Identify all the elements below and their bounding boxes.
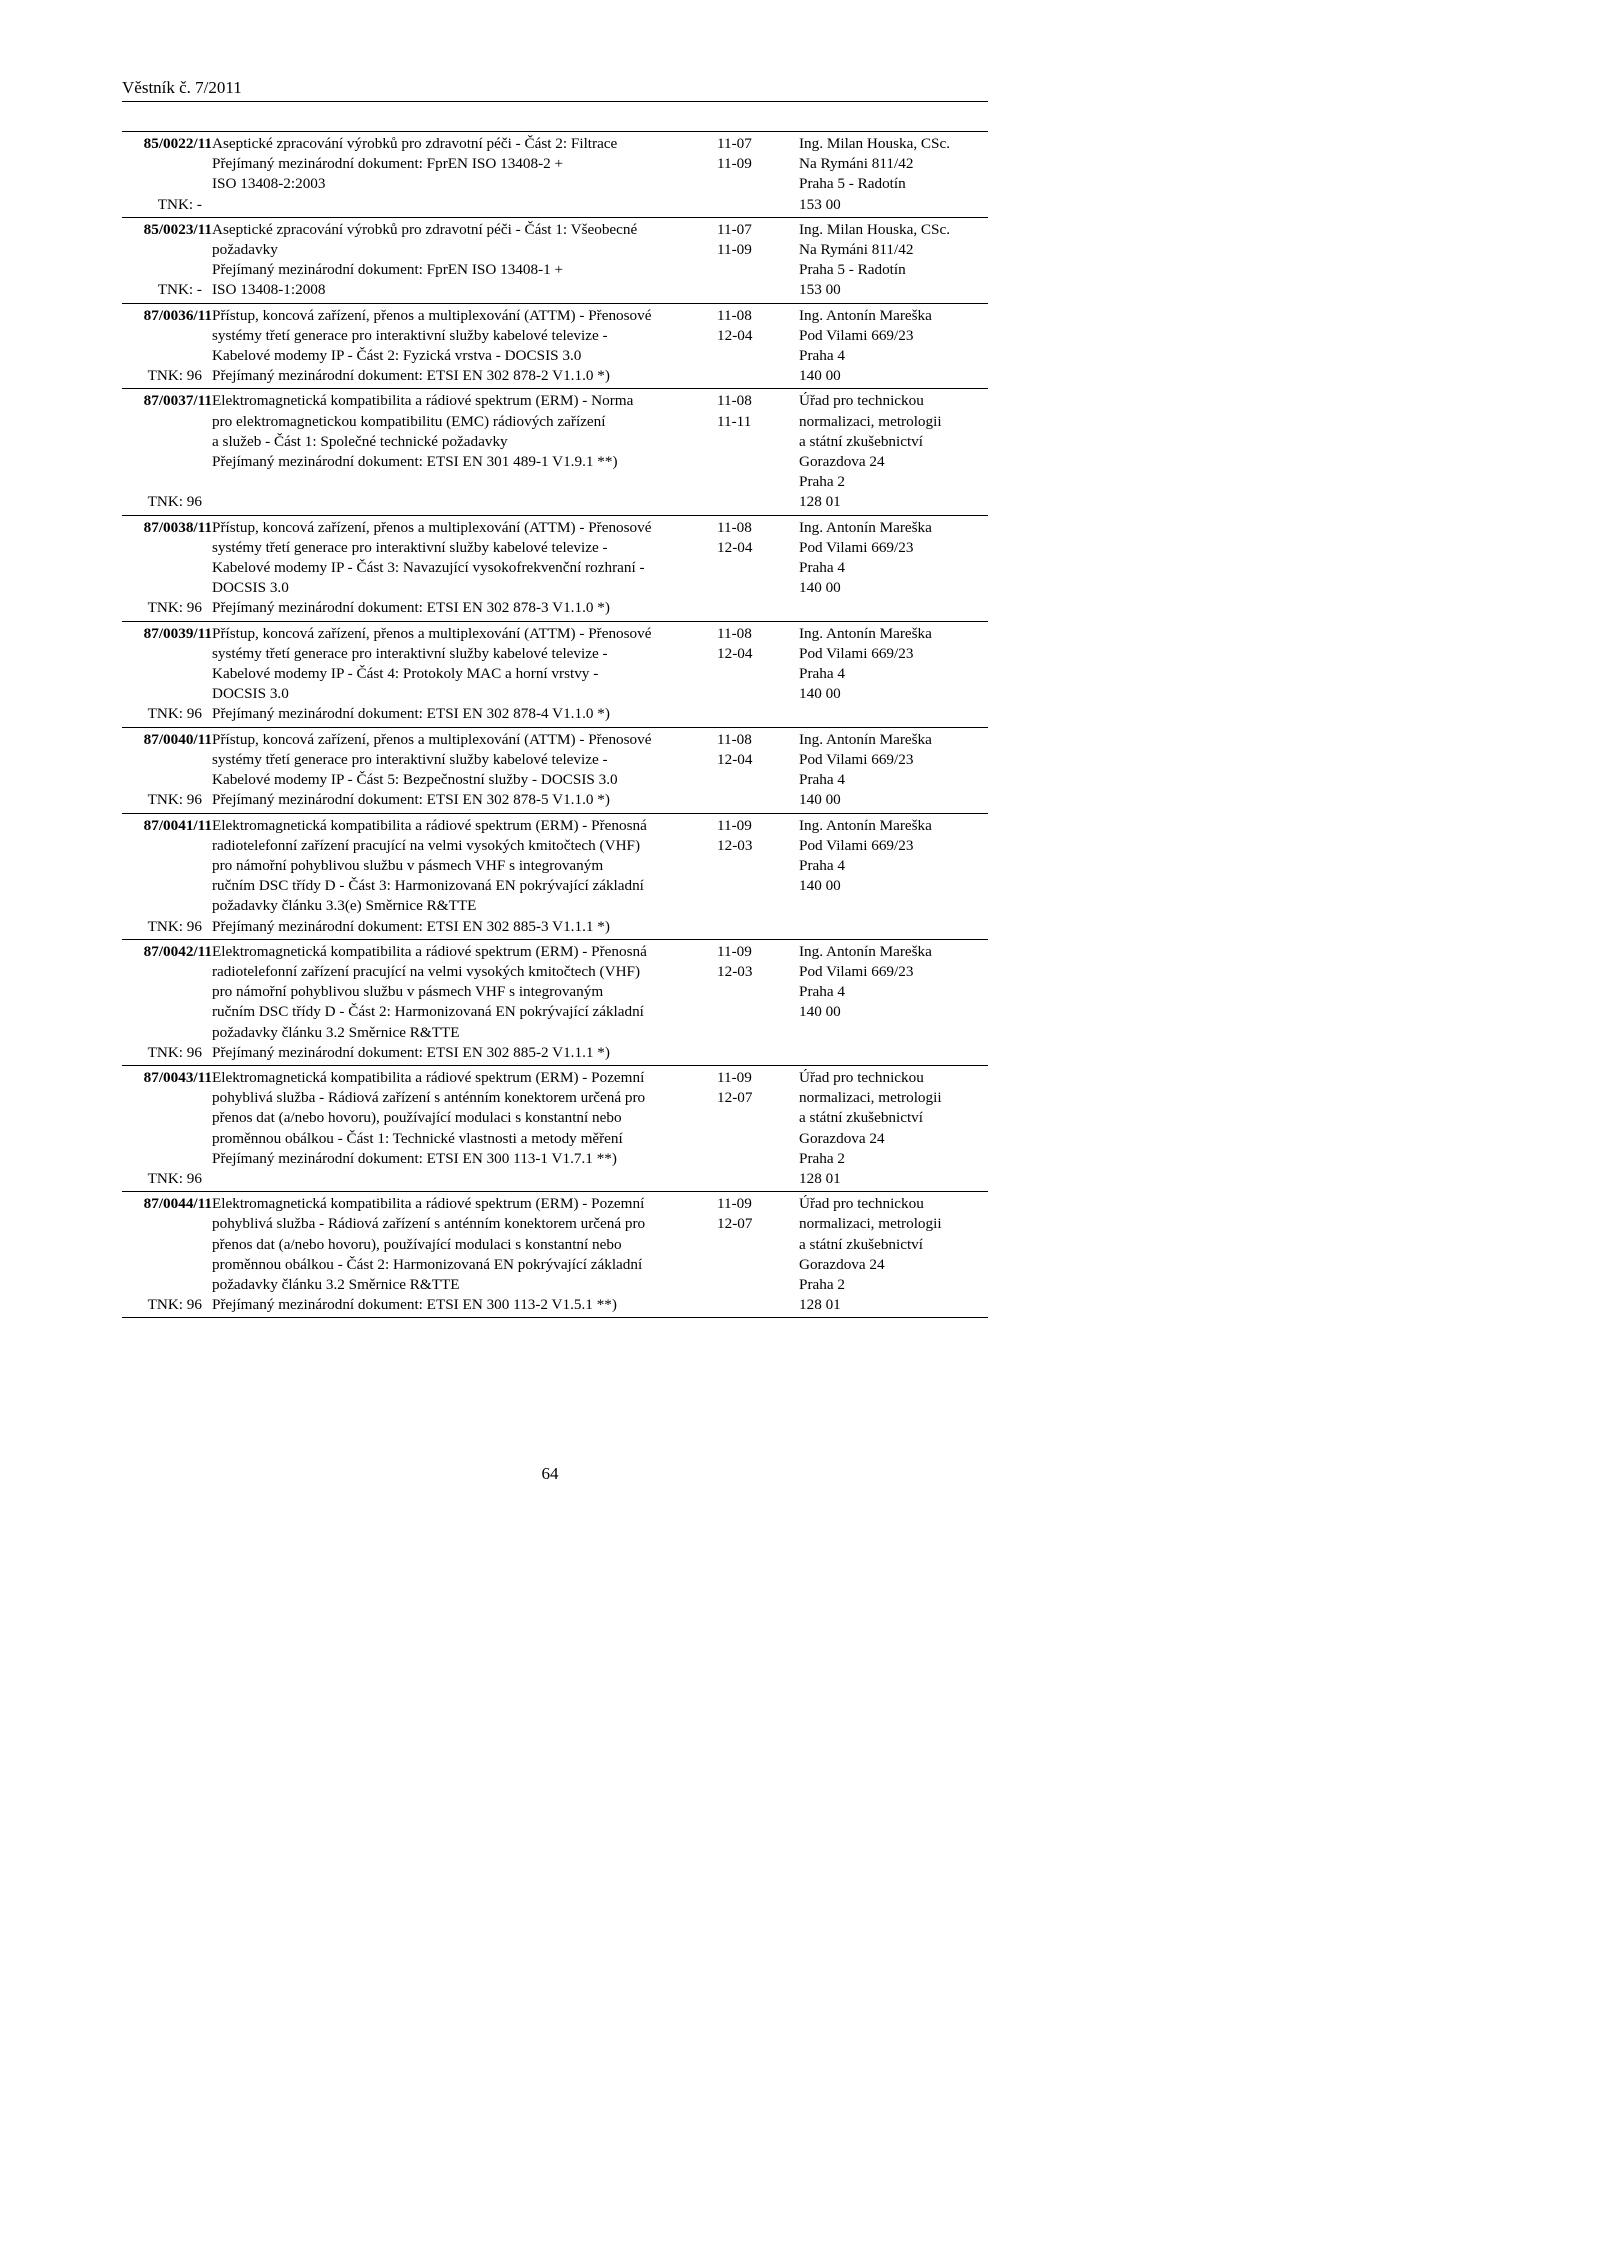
entry-dates-cell [717, 1192, 799, 1318]
entry-contact-line: Ing. Antonín Mareška [799, 816, 932, 834]
entry-date: 11-08 [717, 518, 752, 536]
table-row [122, 132, 988, 218]
entry-dates-cell [717, 132, 799, 218]
entry-id: 87/0042/11 [143, 942, 212, 960]
entry-title-line: Přístup, koncová zařízení, přenos a multiplexování (ATTM) - Přenosové [212, 306, 652, 324]
entry-tnk: TNK: 96 [147, 917, 202, 935]
entry-dates-cell [717, 515, 799, 621]
page-number: 64 [541, 1464, 559, 1483]
entry-title-line: požadavky článku 3.3(e) Směrnice R&TTE [212, 897, 477, 915]
entry-contact-line: Na Rymáni 811/42 [799, 155, 914, 173]
entry-id-cell [122, 217, 212, 303]
entry-title-cell [212, 303, 717, 389]
entry-contact-cell [799, 1065, 988, 1191]
entry-date: 11-09 [717, 942, 752, 960]
entry-contact-line: Na Rymáni 811/42 [799, 241, 914, 259]
entry-title-line: Elektromagnetická kompatibilita a rádiové spektrum (ERM) - Přenosná [212, 942, 647, 960]
entry-id-cell [122, 1065, 212, 1191]
entry-contact-cell [799, 303, 988, 389]
entry-title-line: DOCSIS 3.0 [212, 685, 289, 703]
entry-title-line: DOCSIS 3.0 [212, 579, 289, 597]
entry-title-line: systémy třetí generace pro interaktivní služby kabelové televize - [212, 538, 608, 556]
entry-title-line: Kabelové modemy IP - Část 5: Bezpečnostní služby - DOCSIS 3.0 [212, 771, 618, 789]
entry-id: 87/0040/11 [143, 730, 212, 748]
entry-contact-line: Pod Vilami 669/23 [799, 644, 914, 662]
entry-id-cell [122, 813, 212, 939]
entry-contact-line: Gorazdova 24 [799, 1255, 885, 1273]
entry-contact-line: Ing. Milan Houska, CSc. [799, 220, 951, 238]
entry-date: 12-04 [717, 644, 753, 662]
entry-contact-line: Praha 2 [799, 1275, 845, 1293]
header-divider [122, 101, 988, 102]
entry-date: 12-04 [717, 750, 753, 768]
entry-title-cell [212, 621, 717, 727]
entry-contact-line: Ing. Antonín Mareška [799, 730, 932, 748]
entry-contact-line: Praha 4 [799, 856, 845, 874]
entry-contact-line: Praha 4 [799, 983, 845, 1001]
entry-dates-cell [717, 389, 799, 515]
entry-contact-cell [799, 217, 988, 303]
entry-contact-cell [799, 515, 988, 621]
entry-title-line: pohyblivá služba - Rádiová zařízení s anténním konektorem určená pro [212, 1089, 646, 1107]
table-row [122, 217, 988, 303]
entry-date: 12-03 [717, 962, 753, 980]
table-row [122, 621, 988, 727]
entry-title-line: přenos dat (a/nebo hovoru), používající modulaci s konstantní nebo [212, 1109, 622, 1127]
entry-contact-line: Pod Vilami 669/23 [799, 836, 914, 854]
entry-dates-cell [717, 303, 799, 389]
entry-tnk: TNK: - [157, 281, 202, 299]
entry-contact-line: 128 01 [799, 1169, 841, 1187]
entry-title-line: proměnnou obálkou - Část 2: Harmonizovaná EN pokrývající základní [212, 1255, 643, 1273]
entry-tnk: TNK: 96 [147, 599, 202, 617]
entry-title-line: pro námořní pohyblivou službu v pásmech VHF s integrovaným [212, 983, 604, 1001]
table-row [122, 1192, 988, 1318]
entry-contact-cell [799, 389, 988, 515]
entry-title-line: Elektromagnetická kompatibilita a rádiové spektrum (ERM) - Pozemní [212, 1195, 645, 1213]
entry-title-line: Přejímaný mezinárodní dokument: ETSI EN 302 878-4 V1.1.0 *) [212, 705, 610, 723]
entry-contact-line: Praha 4 [799, 559, 845, 577]
entry-title-cell [212, 132, 717, 218]
entry-contact-line: Gorazdova 24 [799, 453, 885, 471]
entry-contact-line: Praha 5 - Radotín [799, 261, 906, 279]
entry-contact-line: Praha 4 [799, 771, 845, 789]
entry-id: 87/0036/11 [143, 306, 212, 324]
entry-contact-line: 128 01 [799, 493, 841, 511]
entry-contact-cell [799, 813, 988, 939]
entry-title-line: Přejímaný mezinárodní dokument: FprEN ISO 13408-2 + [212, 155, 564, 173]
entry-title-line: Přístup, koncová zařízení, přenos a multiplexování (ATTM) - Přenosové [212, 518, 652, 536]
table-row [122, 813, 988, 939]
entry-title-cell [212, 939, 717, 1065]
entry-title-line: ručním DSC třídy D - Část 3: Harmonizovaná EN pokrývající základní [212, 877, 644, 895]
entry-date: 11-07 [717, 220, 752, 238]
entry-contact-line: Pod Vilami 669/23 [799, 750, 914, 768]
entry-title-line: požadavky článku 3.2 Směrnice R&TTE [212, 1275, 460, 1293]
entry-title-line: Přejímaný mezinárodní dokument: ETSI EN 300 113-1 V1.7.1 **) [212, 1149, 617, 1167]
entry-title-line: pro námořní pohyblivou službu v pásmech VHF s integrovaným [212, 856, 604, 874]
entry-id-cell [122, 939, 212, 1065]
entry-date: 11-11 [717, 412, 752, 430]
entry-date: 11-08 [717, 392, 752, 410]
entry-contact-line: normalizaci, metrologii [799, 412, 942, 430]
entry-contact-line: 140 00 [799, 367, 841, 385]
entry-contact-line: Praha 2 [799, 473, 845, 491]
standards-table-body [122, 132, 988, 1318]
entry-title-line: Kabelové modemy IP - Část 4: Protokoly MAC a horní vrstvy - [212, 665, 599, 683]
entry-id-cell [122, 1192, 212, 1318]
entry-title-line: radiotelefonní zařízení pracující na velmi vysokých kmitočtech (VHF) [212, 962, 641, 980]
entry-title-line: pro elektromagnetickou kompatibilitu (EMC) rádiových zařízení [212, 412, 606, 430]
entry-title-line: ručním DSC třídy D - Část 2: Harmonizovaná EN pokrývající základní [212, 1003, 644, 1021]
entry-date: 12-07 [717, 1215, 753, 1233]
entry-title-line: proměnnou obálkou - Část 1: Technické vlastnosti a metody měření [212, 1129, 623, 1147]
entry-contact-line: Úřad pro technickou [799, 1195, 924, 1213]
entry-date: 11-09 [717, 241, 752, 259]
entry-tnk: TNK: 96 [147, 367, 202, 385]
entry-contact-line: Ing. Antonín Mareška [799, 624, 932, 642]
entry-dates-cell [717, 621, 799, 727]
entry-title-line: Kabelové modemy IP - Část 3: Navazující vysokofrekvenční rozhraní - [212, 559, 645, 577]
entry-title-line: systémy třetí generace pro interaktivní služby kabelové televize - [212, 326, 608, 344]
entry-id-cell [122, 303, 212, 389]
entry-contact-line: Ing. Antonín Mareška [799, 942, 932, 960]
entry-title-line: Přejímaný mezinárodní dokument: ETSI EN 302 885-3 V1.1.1 *) [212, 917, 610, 935]
entry-title-line: radiotelefonní zařízení pracující na velmi vysokých kmitočtech (VHF) [212, 836, 641, 854]
table-row [122, 727, 988, 813]
entry-title-line: Elektromagnetická kompatibilita a rádiové spektrum (ERM) - Přenosná [212, 816, 647, 834]
entry-contact-line: Pod Vilami 669/23 [799, 962, 914, 980]
entry-contact-line: Praha 2 [799, 1149, 845, 1167]
entry-date: 11-08 [717, 624, 752, 642]
entry-tnk: TNK: 96 [147, 1296, 202, 1314]
entry-date: 12-04 [717, 326, 753, 344]
entry-contact-line: 140 00 [799, 791, 841, 809]
entry-tnk: TNK: 96 [147, 1169, 202, 1187]
entry-date: 11-08 [717, 730, 752, 748]
entry-date: 11-09 [717, 1068, 752, 1086]
entry-title-line: Přejímaný mezinárodní dokument: ETSI EN 301 489-1 V1.9.1 **) [212, 453, 618, 471]
entry-contact-cell [799, 727, 988, 813]
entry-id: 85/0022/11 [143, 135, 212, 152]
entry-title-line: přenos dat (a/nebo hovoru), používající modulaci s konstantní nebo [212, 1235, 622, 1253]
entry-contact-cell [799, 1192, 988, 1318]
entry-title-cell [212, 389, 717, 515]
entry-dates-cell [717, 727, 799, 813]
entry-title-line: Přejímaný mezinárodní dokument: ETSI EN 302 878-5 V1.1.0 *) [212, 791, 610, 809]
entry-title-line: Elektromagnetická kompatibilita a rádiové spektrum (ERM) - Pozemní [212, 1068, 645, 1086]
table-row [122, 303, 988, 389]
entry-title-line: Přejímaný mezinárodní dokument: ETSI EN 302 878-2 V1.1.0 *) [212, 367, 610, 385]
entry-title-line: Přejímaný mezinárodní dokument: ETSI EN 302 878-3 V1.1.0 *) [212, 599, 610, 617]
entry-date: 12-07 [717, 1089, 753, 1107]
entry-title-line: Přejímaný mezinárodní dokument: FprEN ISO 13408-1 + [212, 261, 564, 279]
entry-id-cell [122, 515, 212, 621]
entry-tnk: TNK: 96 [147, 1043, 202, 1061]
entry-contact-line: normalizaci, metrologii [799, 1215, 942, 1233]
entry-contact-line: Úřad pro technickou [799, 392, 924, 410]
entry-contact-line: Praha 4 [799, 665, 845, 683]
entry-contact-line: 140 00 [799, 877, 841, 895]
entry-contact-cell [799, 939, 988, 1065]
entry-id-cell [122, 727, 212, 813]
table-row [122, 389, 988, 515]
entry-contact-line: a státní zkušebnictví [799, 1235, 923, 1253]
entry-title-line: požadavky článku 3.2 Směrnice R&TTE [212, 1023, 460, 1041]
entry-title-line: Přístup, koncová zařízení, přenos a multiplexování (ATTM) - Přenosové [212, 730, 652, 748]
entry-date: 11-09 [717, 1195, 752, 1213]
entry-contact-cell [799, 621, 988, 727]
entry-title-line: Přejímaný mezinárodní dokument: ETSI EN 300 113-2 V1.5.1 **) [212, 1296, 617, 1314]
entry-title-cell [212, 217, 717, 303]
entry-contact-line: Úřad pro technickou [799, 1068, 924, 1086]
entry-contact-line: Ing. Antonín Mareška [799, 518, 932, 536]
entry-contact-line: Pod Vilami 669/23 [799, 326, 914, 344]
entry-id-cell [122, 132, 212, 218]
entry-contact-line: a státní zkušebnictví [799, 1109, 923, 1127]
entry-contact-line: normalizaci, metrologii [799, 1089, 942, 1107]
entry-id: 87/0037/11 [143, 392, 212, 410]
entry-tnk: TNK: 96 [147, 705, 202, 723]
entry-id: 87/0041/11 [143, 816, 212, 834]
entry-contact-line: Pod Vilami 669/23 [799, 538, 914, 556]
standards-table [122, 131, 988, 1318]
entry-title-line: požadavky [212, 241, 278, 259]
entry-date: 12-03 [717, 836, 753, 854]
entry-contact-cell [799, 132, 988, 218]
entry-contact-line: Ing. Antonín Mareška [799, 306, 932, 324]
entry-title-line: Elektromagnetická kompatibilita a rádiové spektrum (ERM) - Norma [212, 392, 634, 410]
entry-title-cell [212, 1192, 717, 1318]
entry-title-cell [212, 1065, 717, 1191]
entry-tnk: TNK: 96 [147, 791, 202, 809]
entry-title-line: Kabelové modemy IP - Část 2: Fyzická vrstva - DOCSIS 3.0 [212, 347, 582, 365]
entry-dates-cell [717, 217, 799, 303]
entry-contact-line: 140 00 [799, 579, 841, 597]
entry-date: 11-08 [717, 306, 752, 324]
entry-id-cell [122, 621, 212, 727]
entry-title-line: a služeb - Část 1: Společné technické požadavky [212, 432, 508, 450]
entry-title-cell [212, 515, 717, 621]
entry-dates-cell [717, 939, 799, 1065]
entry-date: 11-09 [717, 816, 752, 834]
entry-id: 87/0044/11 [143, 1195, 212, 1213]
entry-id-cell [122, 389, 212, 515]
entry-date: 12-04 [717, 538, 753, 556]
entry-contact-line: Praha 4 [799, 347, 845, 365]
entry-contact-line: Ing. Milan Houska, CSc. [799, 135, 951, 152]
entry-id: 85/0023/11 [143, 220, 212, 238]
table-row [122, 515, 988, 621]
entry-id: 87/0039/11 [143, 624, 212, 642]
entry-contact-line: 140 00 [799, 685, 841, 703]
entry-contact-line: Praha 5 - Radotín [799, 175, 906, 193]
table-row [122, 1065, 988, 1191]
entry-contact-line: 153 00 [799, 281, 841, 299]
entry-contact-line: 153 00 [799, 195, 841, 213]
entry-dates-cell [717, 1065, 799, 1191]
entry-title-line: Aseptické zpracování výrobků pro zdravotní péči - Část 2: Filtrace [212, 135, 618, 152]
entry-contact-line: a státní zkušebnictví [799, 432, 923, 450]
table-row [122, 939, 988, 1065]
entry-id: 87/0043/11 [143, 1068, 212, 1086]
entry-title-line: Přejímaný mezinárodní dokument: ETSI EN 302 885-2 V1.1.1 *) [212, 1043, 610, 1061]
entry-title-line: ISO 13408-1:2008 [212, 281, 326, 299]
entry-title-line: systémy třetí generace pro interaktivní služby kabelové televize - [212, 644, 608, 662]
entry-title-line: systémy třetí generace pro interaktivní služby kabelové televize - [212, 750, 608, 768]
entry-contact-line: 140 00 [799, 1003, 841, 1021]
entry-title-cell [212, 727, 717, 813]
entry-dates-cell [717, 813, 799, 939]
entry-date: 11-07 [717, 135, 752, 152]
entry-tnk: TNK: - [157, 195, 202, 213]
entry-contact-line: Gorazdova 24 [799, 1129, 885, 1147]
entry-title-line: pohyblivá služba - Rádiová zařízení s anténním konektorem určená pro [212, 1215, 646, 1233]
entry-contact-line: 128 01 [799, 1296, 841, 1314]
entry-title-line: Přístup, koncová zařízení, přenos a multiplexování (ATTM) - Přenosové [212, 624, 652, 642]
entry-id: 87/0038/11 [143, 518, 212, 536]
entry-date: 11-09 [717, 155, 752, 173]
entry-title-line: Aseptické zpracování výrobků pro zdravotní péči - Část 1: Všeobecné [212, 220, 638, 238]
page-header-title: Věstník č. 7/2011 [122, 78, 242, 97]
entry-title-line: ISO 13408-2:2003 [212, 175, 326, 193]
entry-title-cell [212, 813, 717, 939]
entry-tnk: TNK: 96 [147, 493, 202, 511]
